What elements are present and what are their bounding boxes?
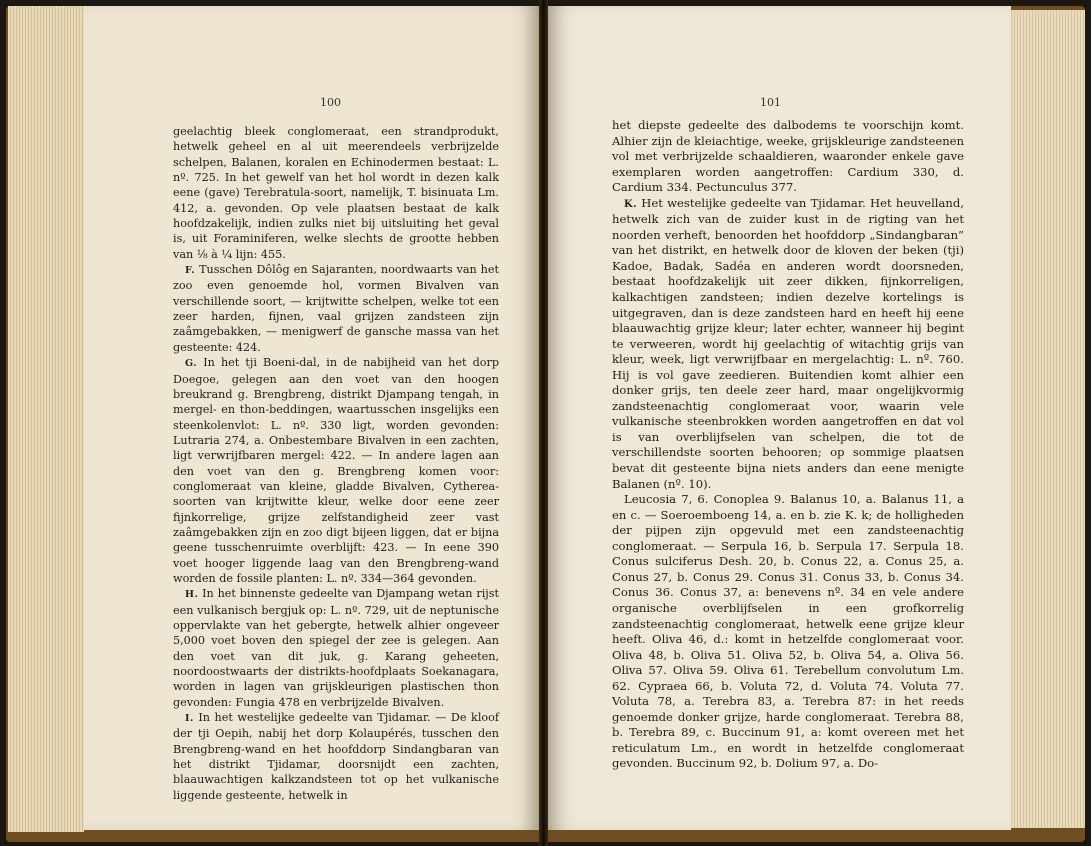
paragraph-text: Het westelijke gedeelte van Tjidamar. Het heuvelland, hetwelk zich van de zuider kust in de rigting van het noorden verheft, benoorden het hoofddorp „Sindangbaran” van het distrikt, en hetwelk door de kloven der beken (tji) Kadoe, Badak, Sadéa en anderen wordt doorsneden, bestaat hoofdzakelijk uit zeer dikken, fijnkorreligen, kalkachtigen zandsteen; indien dezelve kortelings is uitgegraven, dan is deze zandsteen hard en heeft hij eene blaauwachtig grijze kleur; later echter, wanneer hij begint te verweeren, wordt hij geelachtig of witachtig grijs van kleur, week, ligt verwrijfbaar en mergelachtig: L. nº. 760. Hij is vol gave zeedieren. Buitendien komt alhier een donker grijs, ten deele zeer hard, maar ongelijkvormig zandsteenachtig conglomeraat voor, waarin vele vulkanische steenbrokken worden aangetroffen en dat vol is van overblijfselen van schelpen, die tot de verschillendste soorten behooren; op sommige plaatsen bevat dit gesteente bijna niets anders dan eene menigte Balanen (nº. 10).: [612, 195, 965, 491]
paragraph: [612, 196, 964, 492]
page-text: [173, 124, 499, 803]
paragraph-text: Tusschen Dôlôg en Sajaranten, noordwaarts van het zoo even genoemde hol, vormen Bivalven van verschillende soort, — krijtwitte schelpen, welke tot een zeer harden, fijnen, vaal grijzen zandsteen zijn zaâmgebakken, — menigwerf de gansche massa van het gesteente: 424.: [173, 263, 499, 354]
paragraph: [173, 124, 499, 262]
paragraph-text: geelachtig bleek conglomeraat, een strandprodukt, hetwelk geheel en al uit meerendeels verbrijzelde schelpen, Balanen, koralen en Echinodermen bestaat: L. nº. 725. In het gewelf van het hol wordt in dezen kalk eene (gave) Terebratula-soort, namelijk, T. bisinuata Lm. 412, a. gevonden. Op vele plaatsen bestaat de kalk hoofdzakelijk, indien zulks niet bij uitsluiting het geval is, uit Foraminiferen, welke slechts de grootte hebben van ⅛ à ¼ lijn: 455.: [173, 125, 499, 261]
page-edges-right: [1003, 10, 1085, 828]
page-number: 100: [320, 96, 341, 109]
page-edges-left: [8, 6, 84, 832]
paragraph: [612, 492, 964, 772]
left-page: [84, 6, 539, 830]
page-number: 101: [760, 96, 781, 109]
section-label: G.: [185, 358, 198, 370]
paragraph-text: het diepste gedeelte des dalbodems te voorschijn komt. Alhier zijn de kleiachtige, weeke, grijskleurige zandsteenen vol met verbrijzelde schaaldieren, waaronder enkele gave exemplaren worden aangetroffen: Cardium 330, d. Cardium 334. Pectunculus 377.: [612, 118, 964, 195]
paragraph-text: Leucosia 7, 6. Conoplea 9. Balanus 10, a. Balanus 11, a en c. — Soeroemboeng 14, a. en b. zie K. k; de holligheden der pijpen zijn opgevuld met een zandsteenachtig conglomeraat. — Serpula 16, b. Serpula 17. Serpula 18. Conus sulciferus Desh. 20, b. Conus 22, a. Conus 25, a. Conus 27, b. Conus 29. Conus 31. Conus 33, b. Conus 34. Conus 36. Conus 37, a: benevens nº. 34 en vele andere organische overblijfselen in een grofkorrelig zandsteenachtig conglomeraat, hetwelk eene grijze kleur heeft. Oliva 46, d.: komt in hetzelfde conglomeraat voor. Oliva 48, b. Oliva 51. Oliva 52, b. Oliva 54, a. Oliva 56. Oliva 57. Oliva 59. Oliva 61. Terebellum convolutum Lm. 62. Cypraea 66, b. Voluta 72, d. Voluta 74. Voluta 77. Voluta 78, a. Terebra 83, a. Terebra 87: in het reeds genoemde donker grijze, harde conglomeraat. Terebra 88, b. Terebra 89, c. Buccinum 91, a: komt overeen met het reticulatum Lm., en wordt in hetzelfde conglomeraat gevonden. Buccinum 92, b. Dolium 97, a. Do-: [612, 492, 964, 771]
section-label: K.: [624, 198, 638, 210]
paragraph: [173, 355, 499, 586]
paragraph: [173, 710, 499, 803]
section-label: H.: [185, 589, 199, 601]
paragraph-text: In het westelijke gedeelte van Tjidamar. — De kloof der tji Oepih, nabij het dorp Kolaupérés, tusschen den Brengbreng-wand en het hoofddorp Sindangbaran van het distrikt Tjidamar, doorsnijdt een zachten, blaauwachtigen kalkzandsteen tot op het vulkanische liggende gesteente, hetwelk in: [173, 711, 500, 802]
section-label: I.: [185, 713, 194, 725]
page-text: [612, 118, 964, 772]
paragraph-text: In het tji Boeni-dal, in de nabijheid van het dorp Doegoe, gelegen aan den voet van den hoogen breukrand g. Brengbreng, distrikt Djampang tengah, in mergel- en thon-beddingen, waartusschen insgelijks een steenkolenvlot: L. nº. 330 ligt, worden gevonden: Lutraria 274, a. Onbestembare Bivalven in een zachten, ligt verwrijfbaren mergel: 422. — In andere lagen aan den voet van den g. Brengbreng komen voor: conglomeraat van kleine, gladde Bivalven, Cytherea-soorten van krijtwitte kleur, welke door eene zeer fijnkorrelige, grijze zelfstandigheid zeer vast zaâmgebakken zijn en zoo digt bijeen liggen, dat er bijna geene tusschenruimte overblijft: 423. — In eene 390 voet hooger liggende laag van den Brengbreng-wand worden de fossile planten: L. nº. 334—364 gevonden.: [173, 356, 499, 585]
paragraph-text: In het binnenste gedeelte van Djampang wetan rijst een vulkanisch bergjuk op: L. nº. 729, uit de neptunische oppervlakte van het gebergte, hetwelk alhier ongeveer 5,000 voet boven den spiegel der zee is gelegen. Aan den voet van dit juk, g. Karang geheeten, noordoostwaarts der distrikts-hoofdplaats Soekanagara, worden in lagen van grijskleurigen plastischen thon gevonden: Fungia 478 en verbrijzelde Bivalven.: [173, 587, 499, 709]
paragraph: [612, 118, 964, 196]
paragraph: [173, 262, 499, 355]
book-gutter: [539, 0, 548, 846]
right-page: [548, 6, 1011, 830]
paragraph: [173, 586, 499, 710]
section-label: F.: [185, 265, 196, 277]
